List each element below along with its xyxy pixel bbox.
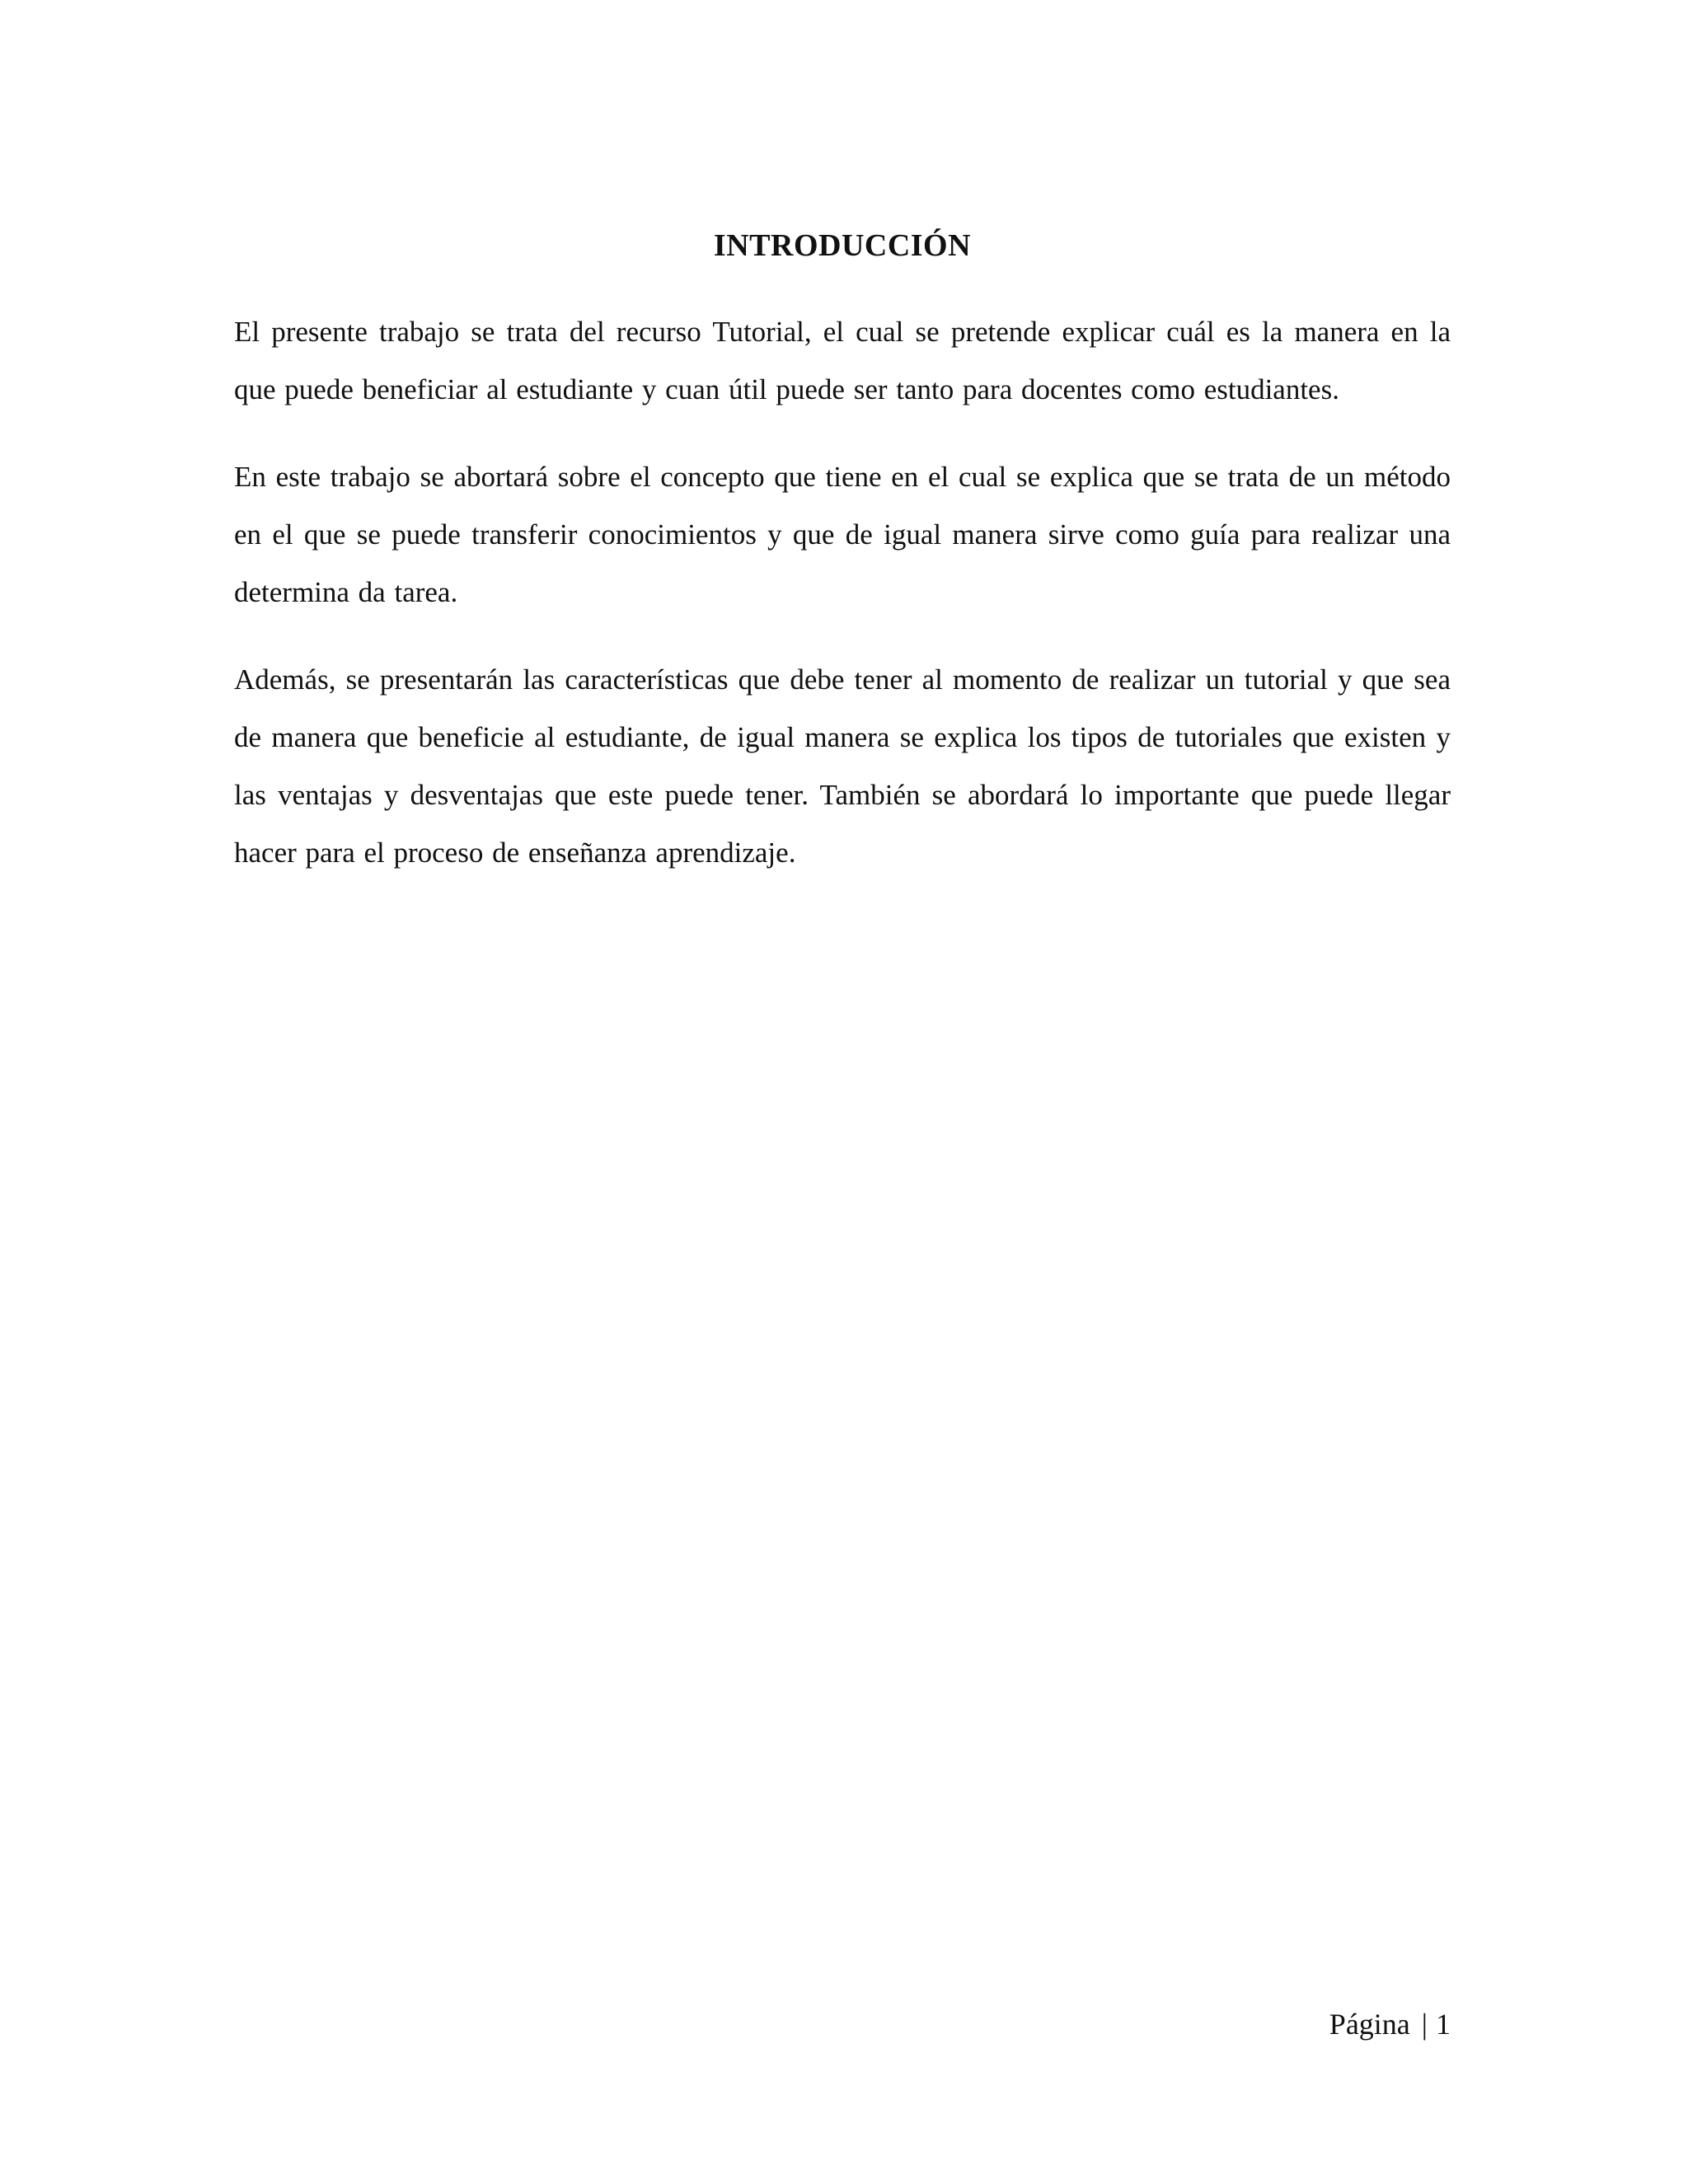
page-title: INTRODUCCIÓN xyxy=(713,228,972,263)
page-separator: | xyxy=(1421,2008,1428,2041)
page-footer xyxy=(1329,2001,1451,2047)
paragraph-2: En este trabajo se abortará sobre el concepto que tiene en el cual se explica que se trata de un método en el que se puede transferir conocimientos y que de igual manera sirve como guía para realizar una determina da tarea. xyxy=(234,461,1451,608)
paragraph-1: El presente trabajo se trata del recurso Tutorial, el cual se pretende explicar cuál es la manera en la que puede beneficiar al estudiante y cuan útil puede ser tanto para docentes como estudiantes. xyxy=(234,316,1451,405)
paragraph-3: Además, se presentarán las características que debe tener al momento de realizar un tutorial y que sea de manera que beneficie al estudiante, de igual manera se explica los tipos de tutoriales que existen y las ventajas y desventajas que este puede tener. También se abordará lo importante que puede llegar hacer para el proceso de enseñanza aprendizaje. xyxy=(234,663,1451,869)
page-content xyxy=(234,223,1451,912)
page-number: 1 xyxy=(1436,2008,1451,2041)
page-label: Página xyxy=(1329,2008,1410,2041)
